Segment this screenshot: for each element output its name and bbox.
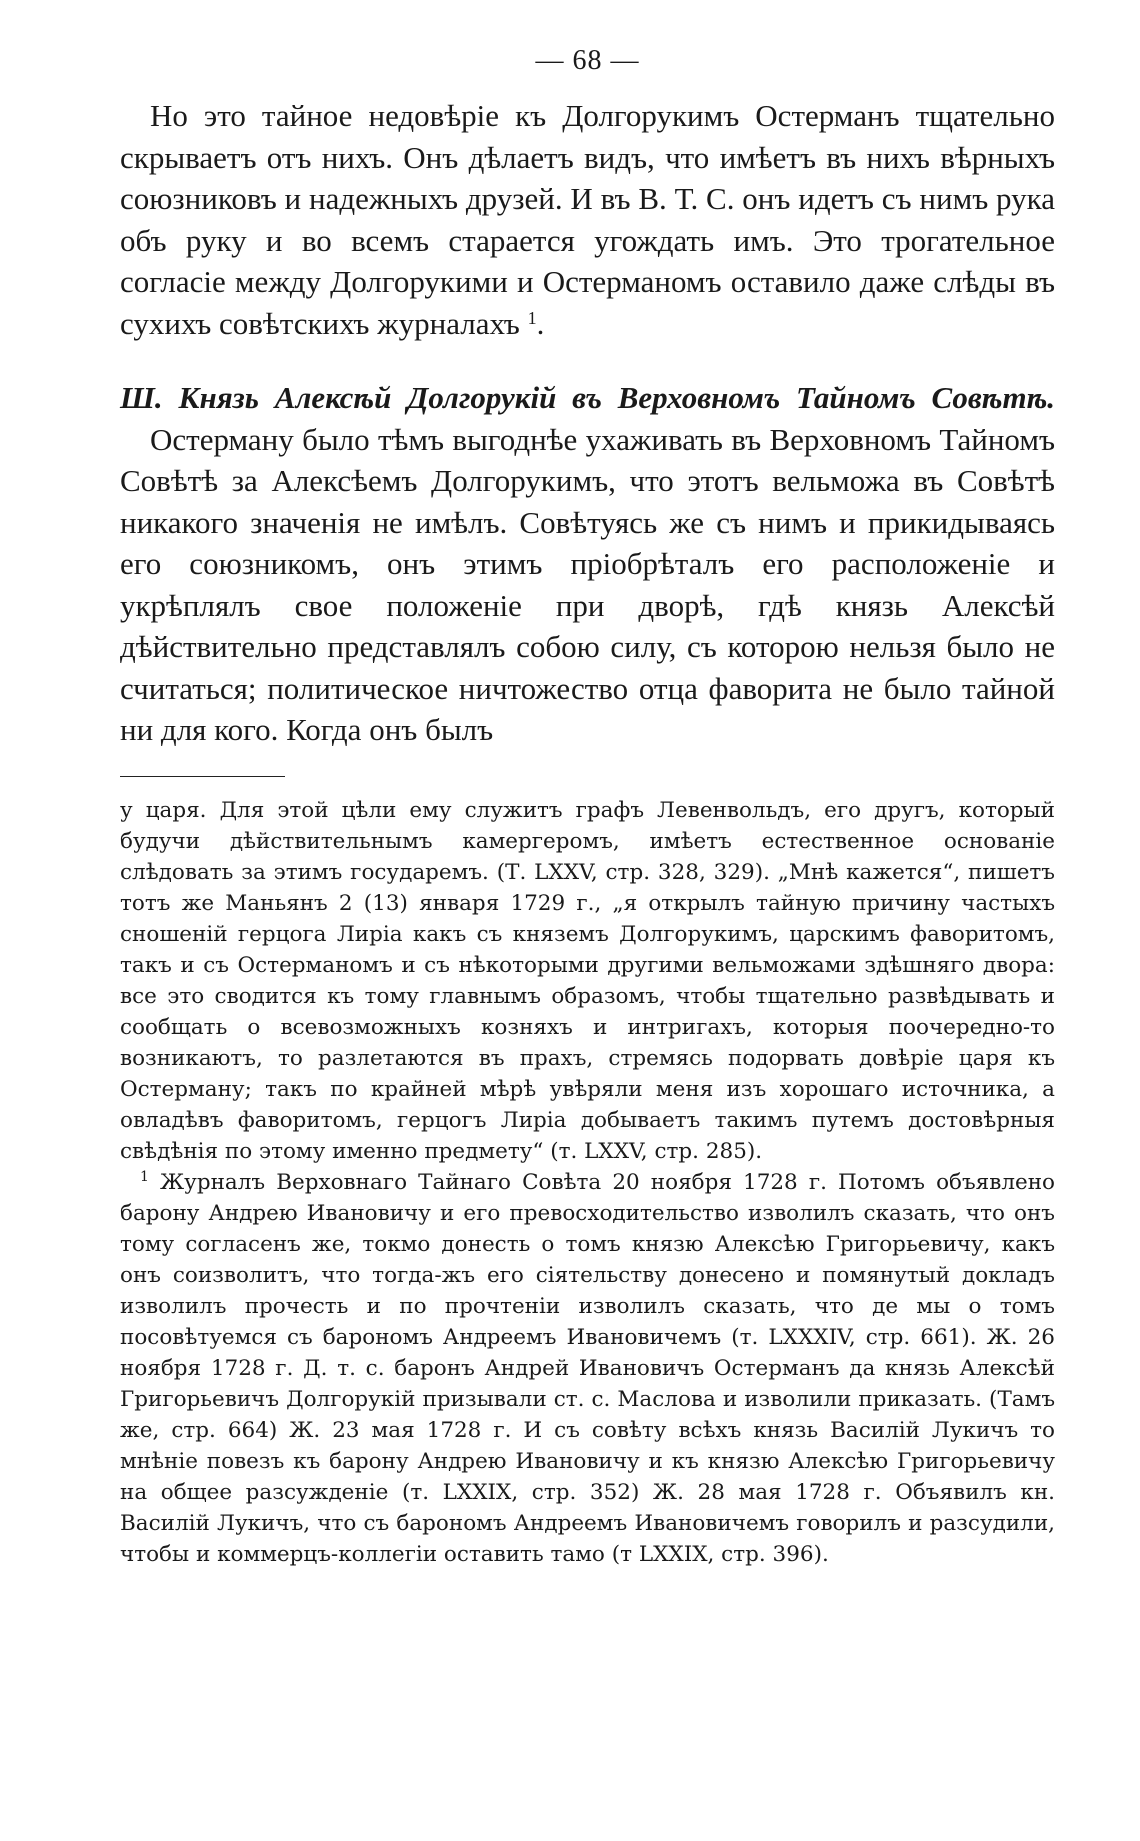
footnote-1-text: Журналъ Верховнаго Тайнаго Совѣта 20 ноября 1728 г. Потомъ объявлено барону Андрею Ивановичу и его превосходительство изволилъ сказать, что онъ тому согласенъ же, токмо донесть о томъ князю Алексѣю Григорьевичу, какъ онъ соизволитъ, что тогда-жъ его сіятельству донесено и помянутый докладъ изволилъ прочесть и по прочтеніи изволилъ сказать, что де мы о томъ посовѣтуемся съ барономъ Андреемъ Ивановичемъ (т. LXXXIV, стр. 661). Ж. 26 ноября 1728 г. Д. т. с. баронъ Андрей Ивановичъ Остерманъ да князь Алексѣй Григорьевичъ Долгорукій призывали ст. с. Маслова и изволили приказать. (Тамъ же, стр. 664) Ж. 23 мая 1728 г. И съ совѣту всѣхъ князь Василій Лукичъ то мнѣніе повезъ къ барону Андрею Ивановичу и къ князю Алексѣю Григорьевичу на общее разсужденіе (т. LXXIX, стр. 352) Ж. 28 мая 1728 г. Объявилъ кн. Василій Лукичъ, что съ барономъ Андреемъ Ивановичемъ говорилъ и разсудили, чтобы и коммерцъ-коллегіи оставить тамо (т LXXIX, стр. 396). xyxy=(120,1169,1055,1567)
footnote-1-marker: 1 xyxy=(140,1168,149,1185)
page-number: — 68 — xyxy=(535,45,640,76)
paragraph-1-text: Но это тайное недовѣріе къ Долгорукимъ Остерманъ тщательно скрываетъ отъ нихъ. Онъ дѣлаетъ видъ, что имѣетъ въ нихъ вѣрныхъ союзниковъ и надежныхъ друзей. И въ В. Т. С. онъ идетъ съ нимъ рука объ руку и во всемъ старается угождать имъ. Это трогательное согласіе между Долгорукими и Остерманомъ оставило даже слѣды въ сухихъ совѣтскихъ журналахъ xyxy=(120,98,1055,341)
footnote-continuation: у царя. Для этой цѣли ему служитъ графъ Левенвольдъ, его другъ, который будучи дѣйствительнымъ камергеромъ, имѣетъ естественное основаніе слѣдовать за этимъ государемъ. (Т. LXXV, стр. 328, 329). „Мнѣ кажется“, пишетъ тотъ же Маньянъ 2 (13) января 1729 г., „я открылъ тайную причину частыхъ сношеній герцога Лиріа какъ съ княземъ Долгорукимъ, царскимъ фаворитомъ, такъ и съ Остерманомъ и съ нѣкоторыми другими вельможами здѣшняго двора: все это сводится къ тому главнымъ образомъ, чтобы тщательно развѣдывать и сообщать о всевозможныхъ козняхъ и интригахъ, которыя поочередно-то возникаютъ, то разлетаются въ прахъ, стремясь подорвать довѣріе царя къ Остерману; такъ по крайней мѣрѣ увѣряли меня изъ хорошаго источника, а овладѣвъ фаворитомъ, герцогъ Лиріа добываетъ такимъ путемъ достовѣрныя свѣдѣнія по этому именно предмету“ (т. LXXV, стр. 285). xyxy=(120,797,1055,1164)
footnote-reference: 1 xyxy=(527,307,537,328)
paragraph-2: Остерману было тѣмъ выгоднѣе ухаживать въ Верховномъ Тайномъ Совѣтѣ за Алексѣемъ Долгорукимъ, что этотъ вельможа въ Совѣтѣ никакого значенія не имѣлъ. Совѣтуясь же съ нимъ и прикидываясь его союзникомъ, онъ этимъ пріобрѣталъ его расположеніе и укрѣплялъ свое положеніе при дворѣ, гдѣ князь Алексѣй дѣйствительно представлялъ собою силу, съ которою нельзя было не считаться; политическое ничтожество отца фаворита не было тайной ни для кого. Когда онъ былъ xyxy=(120,421,1055,747)
section-heading: Ш. Князь Алексѣй Долгорукій въ Верховномъ Тайномъ Совѣтѣ. xyxy=(120,380,1055,415)
footnote-separator xyxy=(120,776,285,777)
paragraph-1 xyxy=(120,95,1055,344)
document-page xyxy=(120,45,1055,1570)
footnote-1 xyxy=(120,1167,1055,1570)
paragraph-1-tail: . xyxy=(536,305,545,341)
